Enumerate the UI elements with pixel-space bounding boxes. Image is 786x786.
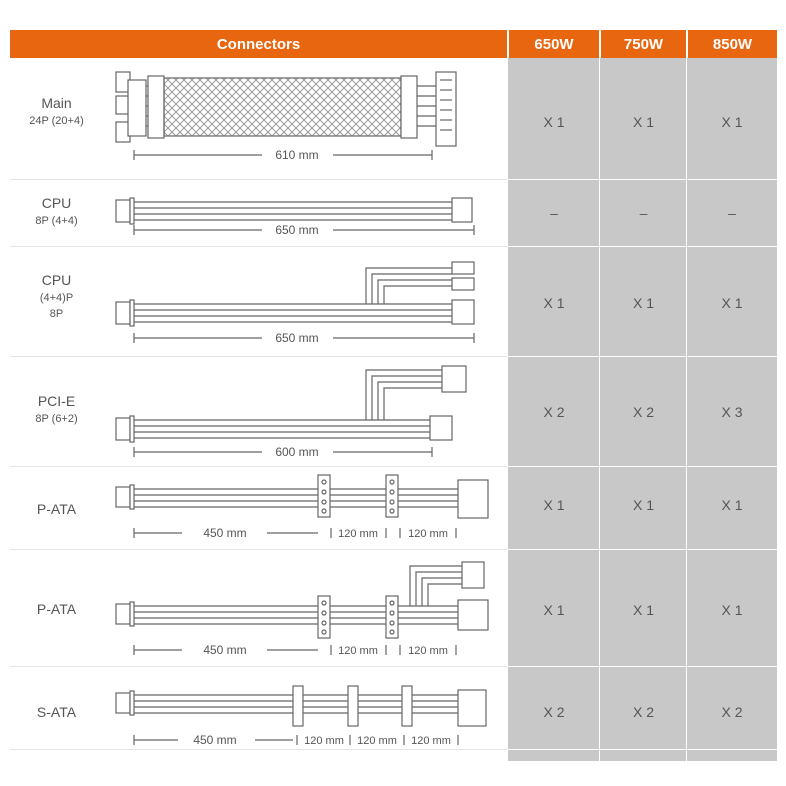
row-title: PCI-E (37, 393, 76, 409)
qty-850w: X 2 (721, 704, 743, 720)
row-subtitle: (4+4)P (39, 292, 74, 304)
pata2-length-label: 450 mm (203, 643, 247, 657)
qty-850w: X 1 (721, 602, 743, 618)
qty-750w: X 1 (632, 114, 654, 130)
qty-850w: X 1 (721, 295, 743, 311)
row-title: S-ATA (36, 704, 77, 720)
qty-750w: X 1 (632, 602, 654, 618)
pata2-seg2-label: 120 mm (408, 645, 448, 657)
cpu-length-label: 650 mm (275, 223, 319, 237)
row-title: P-ATA (36, 501, 77, 517)
row-subtitle: 8P (6+2) (35, 413, 78, 425)
qty-850w: X 1 (721, 114, 743, 130)
pata-seg1-label: 120 mm (338, 528, 378, 540)
header-650w: 650W (508, 30, 599, 58)
row-title: Main (41, 95, 72, 111)
sata-seg3-label: 120 mm (411, 735, 451, 747)
pcie-length-label: 600 mm (275, 445, 319, 459)
row-title: CPU (41, 195, 72, 211)
pcie-cable-icon (116, 366, 466, 457)
pata-branch-cable-icon (116, 562, 488, 655)
qty-750w: – (639, 205, 648, 221)
qty-750w: X 2 (632, 704, 654, 720)
row-subtitle: 8P (4+4) (35, 215, 78, 227)
main-24pin-cable-icon (116, 72, 456, 160)
header-750w: 750W (600, 30, 686, 58)
connectors-header: Connectors (10, 30, 507, 58)
qty-650w: X 1 (543, 497, 565, 513)
cpu-dual-length-label: 650 mm (275, 331, 319, 345)
qty-850w: X 3 (721, 404, 743, 420)
qty-750w: X 1 (632, 295, 654, 311)
pata-seg2-label: 120 mm (408, 528, 448, 540)
qty-650w: X 2 (543, 404, 565, 420)
main-length-label: 610 mm (275, 148, 319, 162)
row-subtitle-2: 8P (49, 308, 64, 320)
pata-length-label: 450 mm (203, 526, 247, 540)
qty-850w: – (728, 205, 736, 221)
qty-650w: X 2 (543, 704, 565, 720)
qty-650w: – (550, 205, 558, 221)
qty-650w: X 1 (543, 295, 565, 311)
sata-seg1-label: 120 mm (304, 735, 344, 747)
row-subtitle: 24P (20+4) (29, 115, 84, 127)
qty-650w: X 1 (543, 602, 565, 618)
row-title: P-ATA (36, 601, 77, 617)
header-850w: 850W (687, 30, 777, 58)
qty-750w: X 1 (632, 497, 654, 513)
row-title: CPU (41, 272, 72, 288)
qty-750w: X 2 (632, 404, 654, 420)
sata-length-label: 450 mm (193, 733, 237, 747)
pata2-seg1-label: 120 mm (338, 645, 378, 657)
qty-650w: X 1 (543, 114, 565, 130)
sata-seg2-label: 120 mm (357, 735, 397, 747)
qty-850w: X 1 (721, 497, 743, 513)
